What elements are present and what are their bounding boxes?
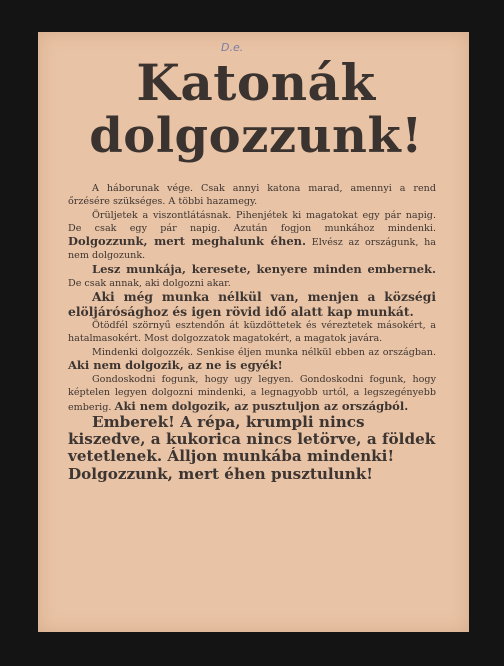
pencil-annotation: D.e.: [221, 41, 244, 54]
paragraph-7-text: Gondoskodni fogunk, hogy ugy legyen. Gondoskodni fogunk, hogy képtelen legyen dolgozni mindenki, a legnagyobb urtól, a legszegényebb emberig.: [68, 374, 436, 413]
paragraph-2: [68, 209, 436, 263]
poster-body: [68, 182, 436, 483]
paragraph-2-tail: Elvész az országunk, ha nem dolgozunk.: [68, 237, 436, 262]
paragraph-2-text: Örüljetek a viszontlátásnak. Pihenjétek ki magatokat egy pár napig. De csak egy pár napig. Azután fogjon munkához mindenki.: [68, 209, 436, 234]
paragraph-7-emphasis: Aki nem dolgozik, az pusztuljon az országból.: [114, 398, 409, 413]
poster-sheet: [38, 32, 469, 632]
paragraph-6-text: Mindenki dolgozzék. Senkise éljen munka nélkül ebben az országban.: [92, 346, 436, 358]
paragraph-4: Aki még munka nélkül van, menjen a községi elöljárósághoz és igen rövid idő alatt kap munkát.: [68, 289, 436, 319]
poster-title-line-1: Katonák: [136, 53, 376, 112]
paragraph-3-emphasis: Lesz munkája, keresete, kenyere minden embernek.: [92, 261, 436, 276]
paragraph-3: [68, 263, 436, 291]
paragraph-1: [68, 182, 436, 209]
final-appeal: Emberek! A répa, krumpli nincs kiszedve, a kukorica nincs letörve, a földek vetetlenek. Álljon munkába mindenki! Dolgozzunk, mert éhen pusztulunk!: [68, 413, 436, 483]
paragraph-1-text: A háborunak vége. Csak annyi katona marad, amennyi a rend őrzésére szükséges. A többi hazamegy.: [68, 183, 436, 208]
paragraph-6: [68, 346, 436, 374]
paragraph-5: Ötödfél szörnyű esztendőn át küzdöttetek és véreztetek másokért, a hatalmasokért. Most dolgozzatok magatokért, a magatok javára.: [68, 319, 436, 345]
paragraph-6-emphasis: Aki nem dolgozik, az ne is egyék!: [68, 357, 283, 372]
paragraph-3-tail: De csak annak, aki dolgozni akar.: [68, 278, 231, 290]
paragraph-7: [68, 373, 436, 414]
poster-title-line-2: dolgozzunk!: [89, 108, 423, 164]
paragraph-2-emphasis: Dolgozzunk, mert meghalunk éhen.: [68, 234, 307, 249]
